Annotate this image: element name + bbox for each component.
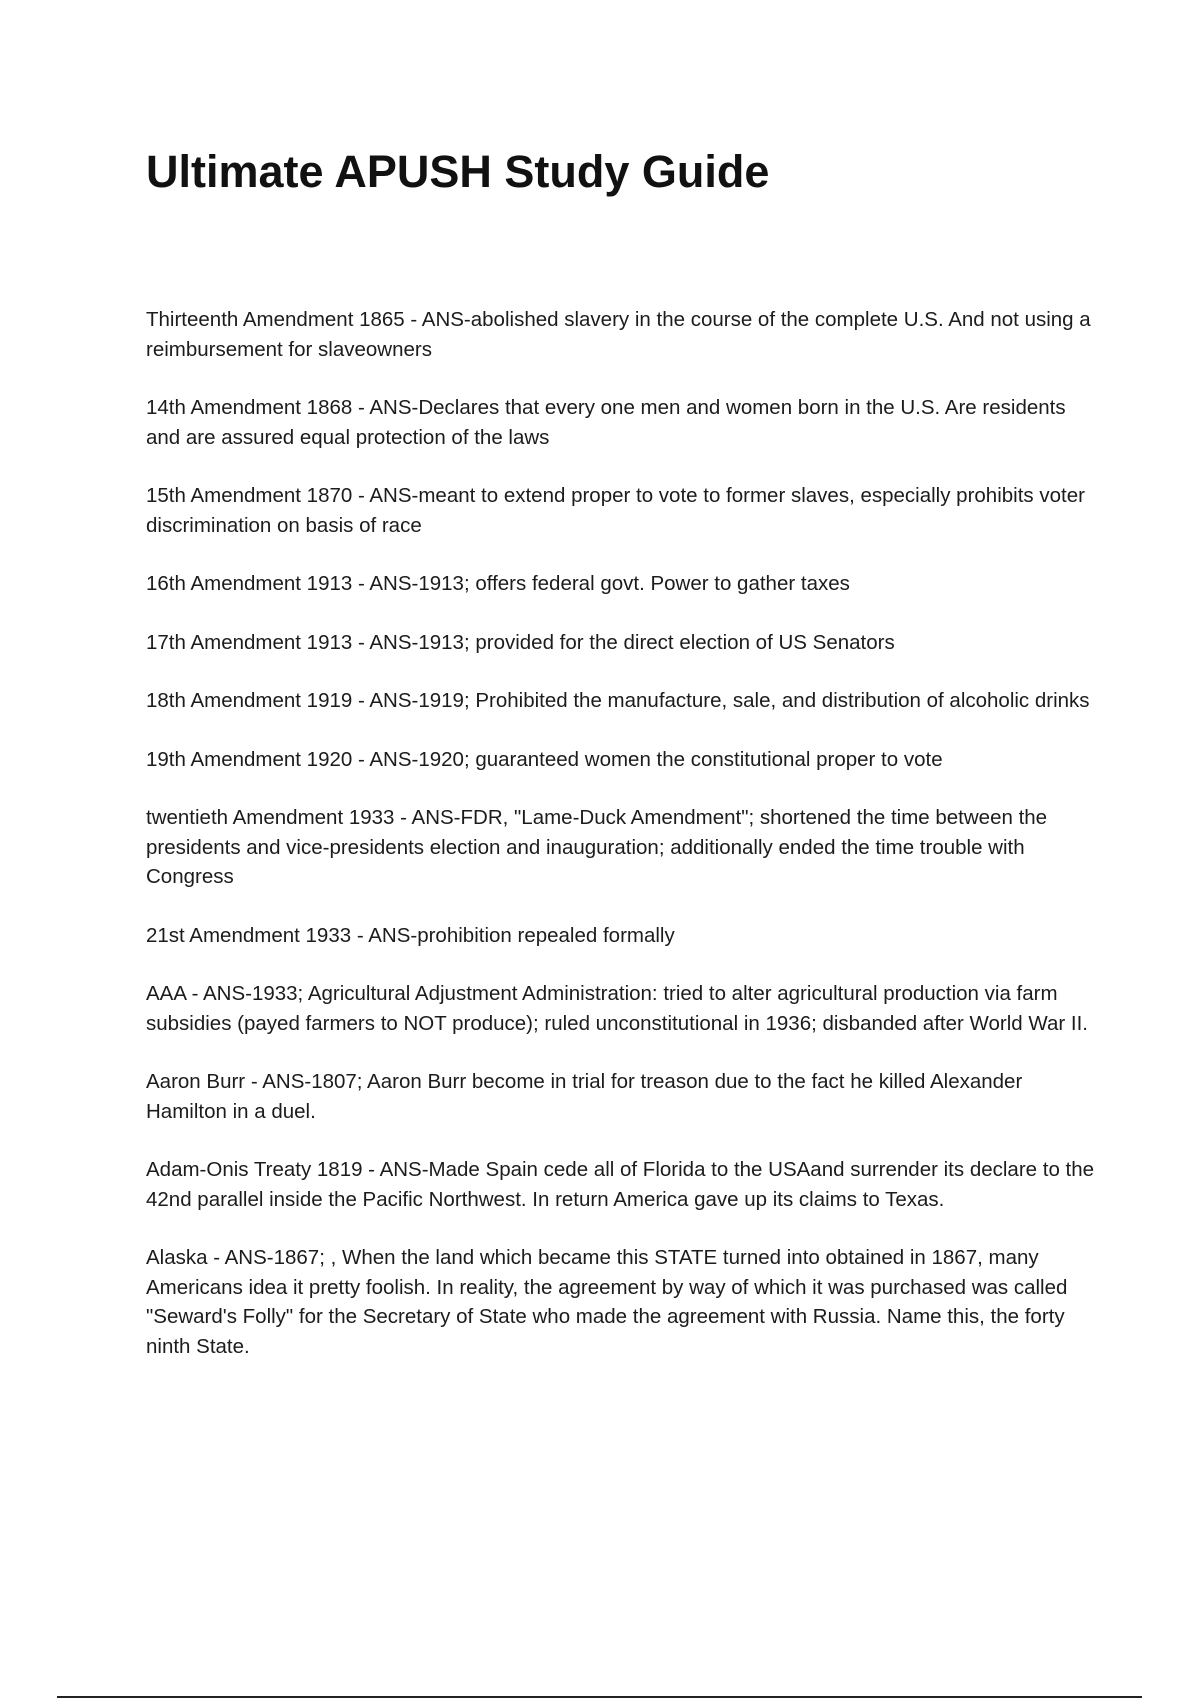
list-item: 14th Amendment 1868 - ANS-Declares that every one men and women born in the U.S. Are residents and are assured equal protection of the laws xyxy=(146,396,1066,449)
list-item: AAA - ANS-1933; Agricultural Adjustment Administration: tried to alter agricultural production via farm subsidies (payed farmers to NOT produce); ruled unconstitutional in 1936; disbanded after World War II. xyxy=(146,982,1088,1035)
list-item: Adam-Onis Treaty 1819 - ANS-Made Spain cede all of Florida to the USAand surrender its declare to the 42nd parallel inside the Pacific Northwest. In return America gave up its claims to Texas. xyxy=(146,1158,1095,1211)
list-item: 17th Amendment 1913 - ANS-1913; provided for the direct election of US Senators xyxy=(146,630,895,654)
list-item: Aaron Burr - ANS-1807; Aaron Burr become in trial for treason due to the fact he killed Alexander Hamilton in a duel. xyxy=(146,1070,1023,1123)
footer-divider xyxy=(57,1696,1142,1698)
list-item: 19th Amendment 1920 - ANS-1920; guaranteed women the constitutional proper to vote xyxy=(146,747,943,771)
list-item: twentieth Amendment 1933 - ANS-FDR, "Lame-Duck Amendment"; shortened the time between the presidents and vice-presidents election and inauguration; additionally ended the time trouble with Congress xyxy=(146,806,1048,888)
study-entries-list xyxy=(146,305,1096,1390)
list-item: Thirteenth Amendment 1865 - ANS-abolished slavery in the course of the complete U.S. And not using a reimbursement for slaveowners xyxy=(146,308,1091,361)
list-item: 18th Amendment 1919 - ANS-1919; Prohibited the manufacture, sale, and distribution of alcoholic drinks xyxy=(146,689,1090,712)
list-item: 21st Amendment 1933 - ANS-prohibition repealed formally xyxy=(146,923,675,947)
list-item: 16th Amendment 1913 - ANS-1913; offers federal govt. Power to gather taxes xyxy=(146,572,850,595)
list-item: Alaska - ANS-1867; , When the land which became this STATE turned into obtained in 1867, many Americans idea it pretty foolish. In reality, the agreement by way of which it was purchased was called "Seward's Folly" for the Secretary of State who made the agreement with Russia. Name this, the forty ninth State. xyxy=(146,1246,1068,1358)
list-item: 15th Amendment 1870 - ANS-meant to extend proper to vote to former slaves, especially prohibits voter discrimination on basis of race xyxy=(146,484,1085,537)
page-title: Ultimate APUSH Study Guide xyxy=(146,146,770,197)
